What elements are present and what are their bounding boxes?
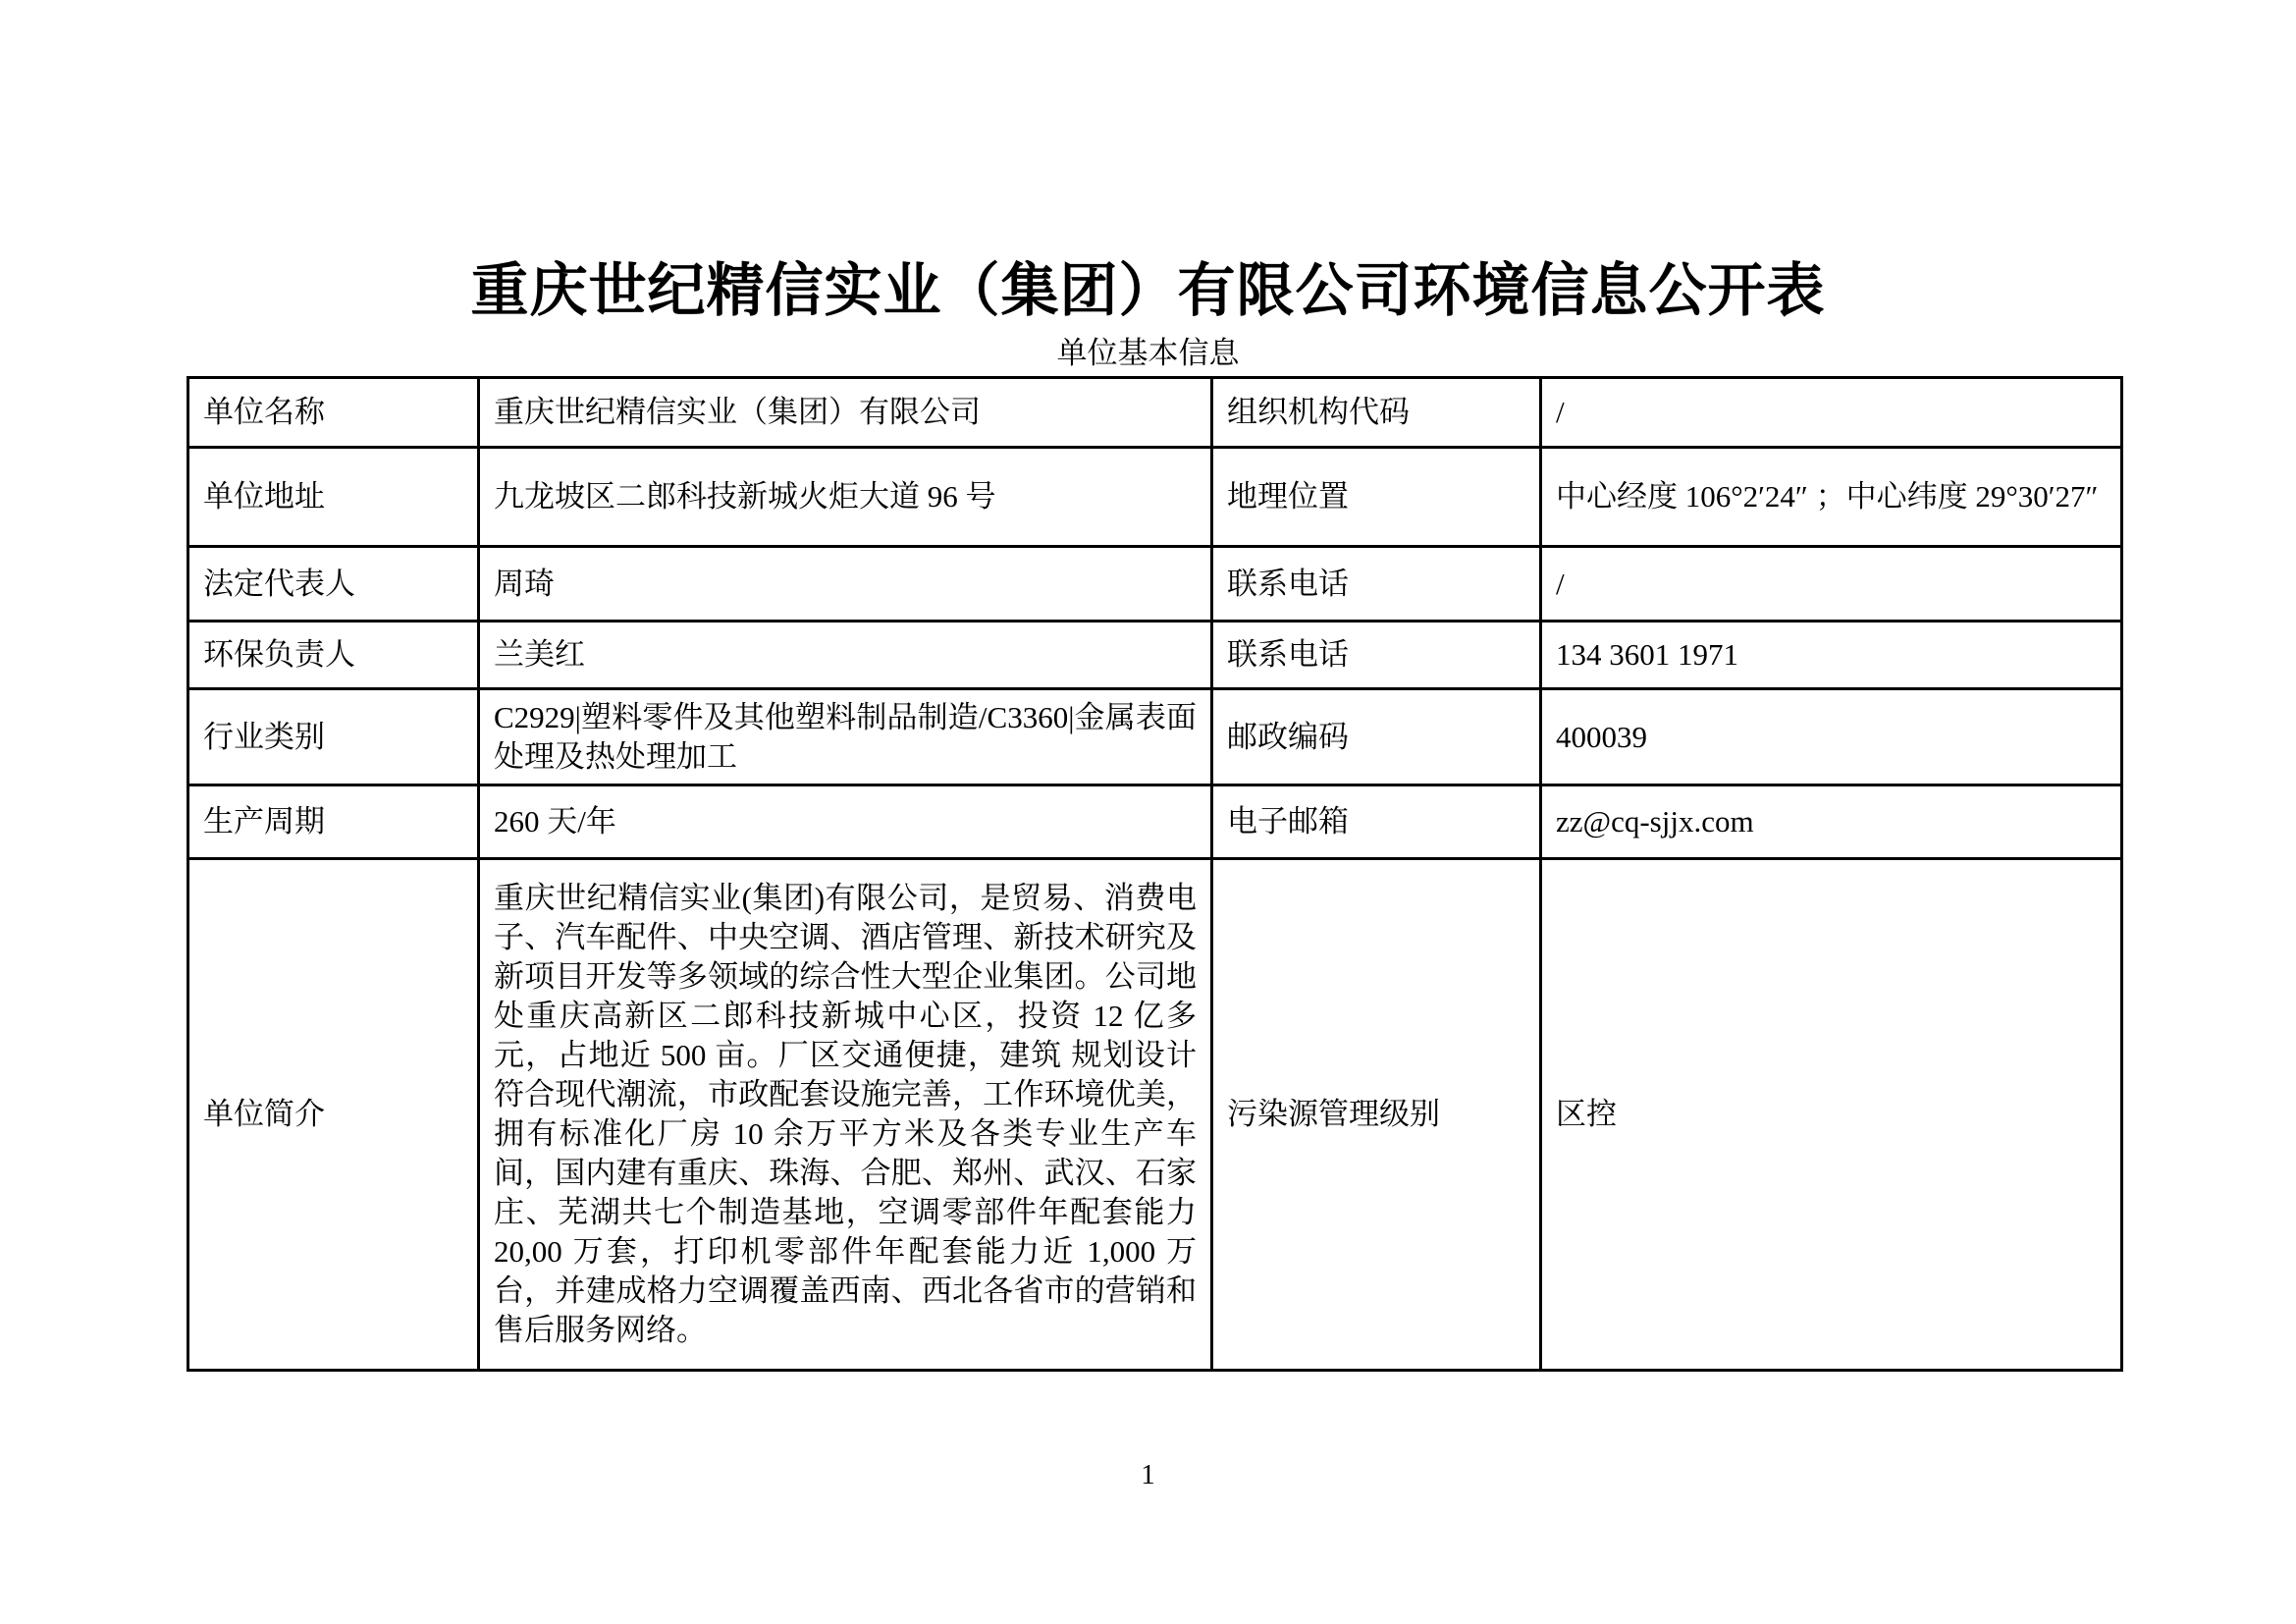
postal-code-value: 400039 [1541,689,2122,785]
legal-representative-value: 周琦 [479,547,1212,622]
contact-phone-1-value: / [1541,547,2122,622]
contact-phone-1-label: 联系电话 [1212,547,1541,622]
contact-phone-2-value: 134 3601 1971 [1541,622,2122,689]
table-row-production-cycle [188,785,2122,859]
geo-location-value: 中心经度 106°2′24″ ；中心纬度 29°30′27″ [1541,448,2122,547]
legal-representative-label: 法定代表人 [188,547,479,622]
company-profile-label: 单位简介 [188,859,479,1371]
page-title: 重庆世纪精信实业（集团）有限公司环境信息公开表 [470,258,1826,323]
company-profile-value: 重庆世纪精信实业(集团)有限公司，是贸易、消费电子、汽车配件、中央空调、酒店管理、新技术研究及新项目开发等多领域的综合性大型企业集团。公司地处重庆高新区二郎科技新城中心区，投资 12 亿多元，占地近 500 亩。厂区交通便捷，建筑 规划设计符合现代潮流，市政配套设施完善，工作环境优美，拥有标准化厂房 10 余万平方米及各类专业生产车间，国内建有重庆、珠海、合肥、郑州、武汉、石家庄、芜湖共七个制造基地，空调零部件年配套能力 20,00 万套，打印机零部件年配套能力近 1,000 万台，并建成格力空调覆盖西南、西北各省市的营销和售后服务网络。 [479,859,1212,1371]
unit-address-label: 单位地址 [188,448,479,547]
unit-name-label: 单位名称 [188,378,479,448]
table-row-unit-name [188,378,2122,448]
contact-phone-2-label: 联系电话 [1212,622,1541,689]
env-manager-label: 环保负责人 [188,622,479,689]
email-value: zz@cq-sjjx.com [1541,785,2122,859]
org-code-label: 组织机构代码 [1212,378,1541,448]
page-number: 1 [1141,1459,1155,1490]
env-manager-value: 兰美红 [479,622,1212,689]
geo-location-label: 地理位置 [1212,448,1541,547]
unit-name-value: 重庆世纪精信实业（集团）有限公司 [479,378,1212,448]
industry-category-label: 行业类别 [188,689,479,785]
postal-code-label: 邮政编码 [1212,689,1541,785]
basic-info-table [187,376,2123,1372]
unit-address-value: 九龙坡区二郎科技新城火炬大道 96 号 [479,448,1212,547]
email-label: 电子邮箱 [1212,785,1541,859]
production-cycle-label: 生产周期 [188,785,479,859]
industry-category-value: C2929|塑料零件及其他塑料制品制造/C3360|金属表面处理及热处理加工 [479,689,1212,785]
table-row-env-manager [188,622,2122,689]
table-row-unit-address [188,448,2122,547]
pollution-source-level-value: 区控 [1541,859,2122,1371]
pollution-source-level-label: 污染源管理级别 [1212,859,1541,1371]
page-subtitle: 单位基本信息 [1056,336,1240,370]
table-row-company-profile [188,859,2122,1371]
table-row-industry-category [188,689,2122,785]
table-row-legal-representative [188,547,2122,622]
production-cycle-value: 260 天/年 [479,785,1212,859]
org-code-value: / [1541,378,2122,448]
